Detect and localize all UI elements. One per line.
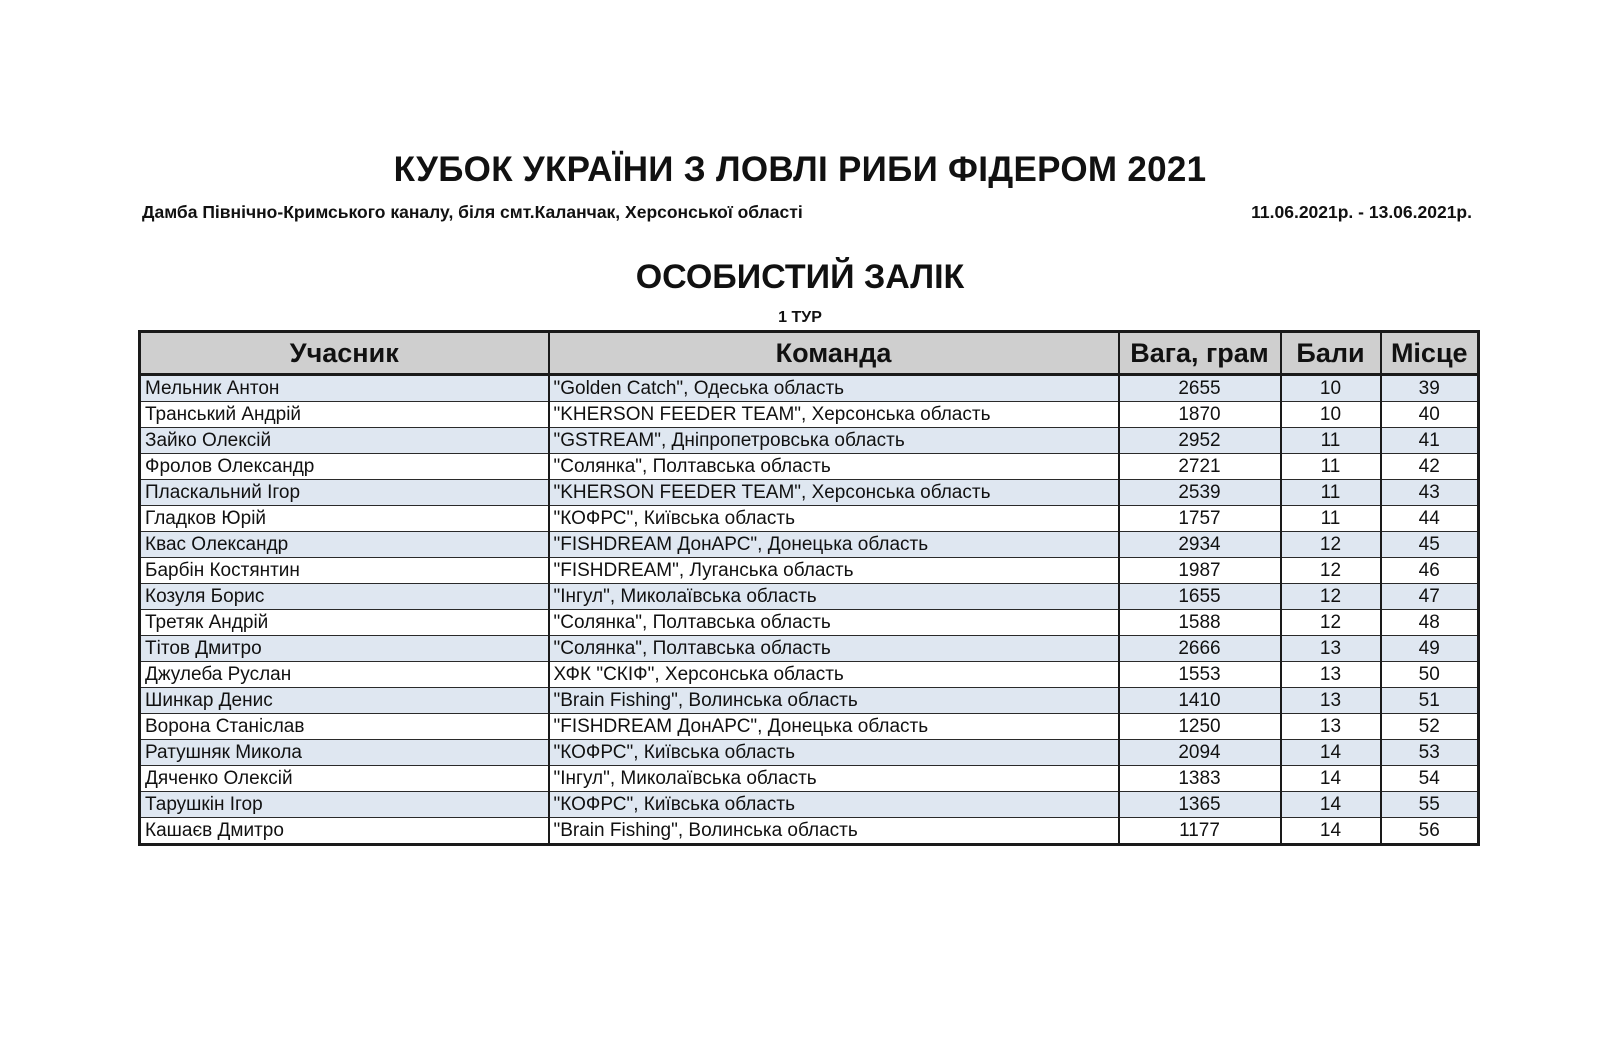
participant-name-cell: Пласкальний Ігор <box>140 480 549 506</box>
weight-cell: 1588 <box>1119 610 1281 636</box>
place-cell: 53 <box>1381 740 1479 766</box>
participant-name-cell: Шинкар Денис <box>140 688 549 714</box>
place-cell: 39 <box>1381 375 1479 402</box>
table-row <box>140 375 1479 402</box>
place-cell: 55 <box>1381 792 1479 818</box>
place-cell: 44 <box>1381 506 1479 532</box>
column-header-points: Бали <box>1281 332 1381 375</box>
weight-cell: 2094 <box>1119 740 1281 766</box>
place-cell: 48 <box>1381 610 1479 636</box>
participant-name-cell: Гладков Юрій <box>140 506 549 532</box>
points-cell: 14 <box>1281 792 1381 818</box>
table-header-row <box>140 332 1479 375</box>
weight-cell: 2934 <box>1119 532 1281 558</box>
participant-name-cell: Фролов Олександр <box>140 454 549 480</box>
participant-name-cell: Третяк Андрій <box>140 610 549 636</box>
place-cell: 42 <box>1381 454 1479 480</box>
points-cell: 10 <box>1281 375 1381 402</box>
participant-name-cell: Джулеба Руслан <box>140 662 549 688</box>
place-cell: 46 <box>1381 558 1479 584</box>
points-cell: 12 <box>1281 558 1381 584</box>
weight-cell: 2666 <box>1119 636 1281 662</box>
participant-name-cell: Барбін Костянтин <box>140 558 549 584</box>
weight-cell: 2655 <box>1119 375 1281 402</box>
points-cell: 11 <box>1281 454 1381 480</box>
team-cell: "КОФРС", Київська область <box>549 792 1119 818</box>
participant-name-cell: Тарушкін Ігор <box>140 792 549 818</box>
table-row <box>140 610 1479 636</box>
team-cell: "Brain Fishing", Волинська область <box>549 688 1119 714</box>
column-header-place: Місце <box>1381 332 1479 375</box>
team-cell: "Солянка", Полтавська область <box>549 610 1119 636</box>
table-row <box>140 662 1479 688</box>
participant-name-cell: Квас Олександр <box>140 532 549 558</box>
place-cell: 51 <box>1381 688 1479 714</box>
place-cell: 47 <box>1381 584 1479 610</box>
weight-cell: 1870 <box>1119 402 1281 428</box>
weight-cell: 2952 <box>1119 428 1281 454</box>
table-row <box>140 402 1479 428</box>
weight-cell: 1250 <box>1119 714 1281 740</box>
weight-cell: 1365 <box>1119 792 1281 818</box>
participant-name-cell: Ратушняк Микола <box>140 740 549 766</box>
points-cell: 13 <box>1281 714 1381 740</box>
participant-name-cell: Тітов Дмитро <box>140 636 549 662</box>
table-row <box>140 688 1479 714</box>
team-cell: "FISHDREAM ДонАРС", Донецька область <box>549 532 1119 558</box>
weight-cell: 1655 <box>1119 584 1281 610</box>
document-title: КУБОК УКРАЇНИ З ЛОВЛІ РИБИ ФІДЕРОМ 2021 <box>393 150 1207 189</box>
participant-name-cell: Дяченко Олексій <box>140 766 549 792</box>
weight-cell: 1987 <box>1119 558 1281 584</box>
team-cell: "KHERSON FEEDER TEAM", Херсонська область <box>549 402 1119 428</box>
points-cell: 11 <box>1281 480 1381 506</box>
points-cell: 14 <box>1281 740 1381 766</box>
results-table <box>138 330 1480 846</box>
weight-cell: 1177 <box>1119 818 1281 845</box>
team-cell: "Brain Fishing", Волинська область <box>549 818 1119 845</box>
table-row <box>140 792 1479 818</box>
team-cell: "Інгул", Миколаївська область <box>549 766 1119 792</box>
table-row <box>140 740 1479 766</box>
place-cell: 43 <box>1381 480 1479 506</box>
column-header-participant: Учасник <box>140 332 549 375</box>
weight-cell: 1553 <box>1119 662 1281 688</box>
participant-name-cell: Кашаєв Дмитро <box>140 818 549 845</box>
table-row <box>140 480 1479 506</box>
points-cell: 13 <box>1281 662 1381 688</box>
results-body <box>140 375 1479 845</box>
points-cell: 13 <box>1281 636 1381 662</box>
table-row <box>140 558 1479 584</box>
round-label: 1 ТУР <box>778 309 822 326</box>
weight-cell: 2539 <box>1119 480 1281 506</box>
place-cell: 54 <box>1381 766 1479 792</box>
team-cell: "KHERSON FEEDER TEAM", Херсонська область <box>549 480 1119 506</box>
points-cell: 12 <box>1281 532 1381 558</box>
table-row <box>140 584 1479 610</box>
points-cell: 10 <box>1281 402 1381 428</box>
participant-name-cell: Мельник Антон <box>140 375 549 402</box>
place-cell: 50 <box>1381 662 1479 688</box>
weight-cell: 1757 <box>1119 506 1281 532</box>
place-cell: 40 <box>1381 402 1479 428</box>
weight-cell: 1383 <box>1119 766 1281 792</box>
place-cell: 49 <box>1381 636 1479 662</box>
team-cell: "КОФРС", Київська область <box>549 740 1119 766</box>
table-row <box>140 818 1479 845</box>
table-row <box>140 766 1479 792</box>
team-cell: "Солянка", Полтавська область <box>549 454 1119 480</box>
team-cell: ХФК "СКІФ", Херсонська область <box>549 662 1119 688</box>
points-cell: 12 <box>1281 584 1381 610</box>
team-cell: "GSTREAM", Дніпропетровська область <box>549 428 1119 454</box>
points-cell: 11 <box>1281 506 1381 532</box>
column-header-weight: Вага, грам <box>1119 332 1281 375</box>
place-cell: 52 <box>1381 714 1479 740</box>
place-cell: 56 <box>1381 818 1479 845</box>
team-cell: "FISHDREAM", Луганська область <box>549 558 1119 584</box>
points-cell: 12 <box>1281 610 1381 636</box>
participant-name-cell: Козуля Борис <box>140 584 549 610</box>
table-row <box>140 532 1479 558</box>
team-cell: "FISHDREAM ДонАРС", Донецька область <box>549 714 1119 740</box>
points-cell: 11 <box>1281 428 1381 454</box>
points-cell: 13 <box>1281 688 1381 714</box>
place-cell: 41 <box>1381 428 1479 454</box>
participant-name-cell: Зайко Олексій <box>140 428 549 454</box>
column-header-team: Команда <box>549 332 1119 375</box>
table-row <box>140 506 1479 532</box>
points-cell: 14 <box>1281 818 1381 845</box>
team-cell: "Солянка", Полтавська область <box>549 636 1119 662</box>
weight-cell: 2721 <box>1119 454 1281 480</box>
participant-name-cell: Ворона Станіслав <box>140 714 549 740</box>
team-cell: "КОФРС", Київська область <box>549 506 1119 532</box>
table-row <box>140 454 1479 480</box>
event-info-line <box>142 202 1472 223</box>
team-cell: "Інгул", Миколаївська область <box>549 584 1119 610</box>
table-row <box>140 428 1479 454</box>
event-dates: 11.06.2021р. - 13.06.2021р. <box>1251 202 1472 222</box>
table-row <box>140 714 1479 740</box>
section-title: ОСОБИСТИЙ ЗАЛІК <box>635 258 965 296</box>
points-cell: 14 <box>1281 766 1381 792</box>
participant-name-cell: Транський Андрій <box>140 402 549 428</box>
weight-cell: 1410 <box>1119 688 1281 714</box>
team-cell: "Golden Catch", Одеська область <box>549 375 1119 402</box>
place-cell: 45 <box>1381 532 1479 558</box>
table-row <box>140 636 1479 662</box>
event-location: Дамба Північно-Кримського каналу, біля смт.Каланчак, Херсонської області <box>142 202 803 222</box>
